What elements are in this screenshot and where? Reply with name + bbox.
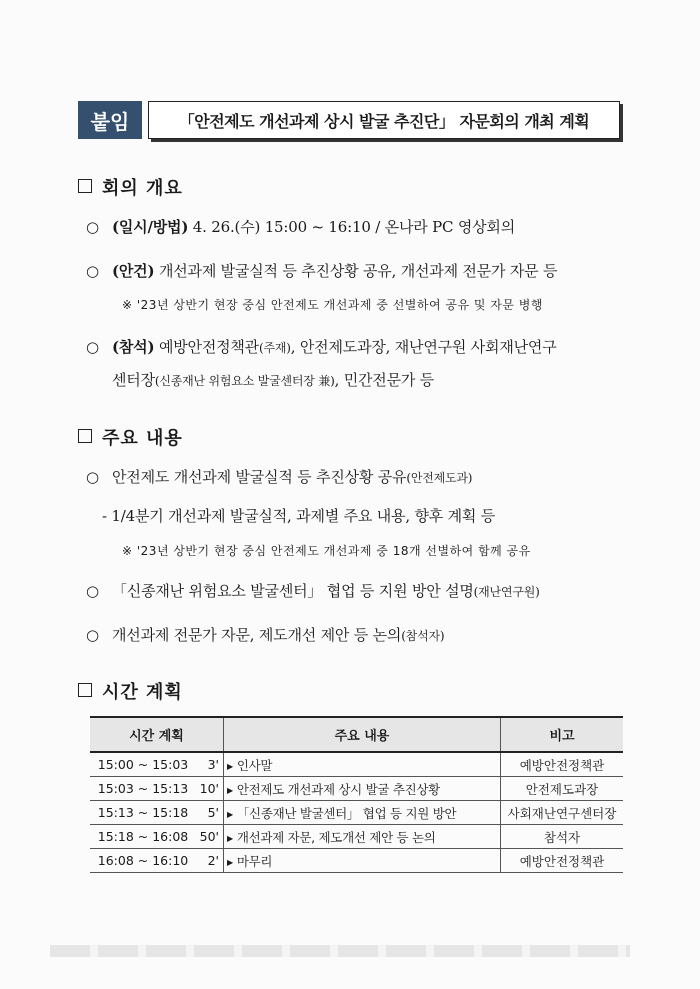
row-time: 16:08 ~ 16:10 bbox=[90, 849, 196, 873]
triangle-right-icon: ▶ bbox=[227, 857, 233, 867]
row-note: 사회재난연구센터장 bbox=[501, 801, 624, 825]
document-title: 「안전제도 개선과제 상시 발굴 추진단」 자문회의 개최 계획 bbox=[148, 101, 620, 139]
section-heading-contents: 주요 내용 bbox=[78, 424, 183, 450]
table-row bbox=[90, 777, 623, 801]
table-row bbox=[90, 801, 623, 825]
triangle-right-icon: ▶ bbox=[227, 809, 233, 819]
table-row bbox=[90, 849, 623, 873]
circle-bullet-icon: ○ bbox=[86, 626, 99, 644]
row-item: ▶ 인사말 bbox=[224, 752, 501, 777]
row-duration: 2' bbox=[196, 849, 224, 873]
row-note: 안전제도과장 bbox=[501, 777, 624, 801]
table-row bbox=[90, 752, 623, 777]
content-item-1-sub: - 1/4분기 개선과제 발굴실적, 과제별 주요 내용, 향후 계획 등 bbox=[102, 507, 496, 525]
row-item: ▶ 안전제도 개선과제 상시 발굴 추진상황 bbox=[224, 777, 501, 801]
document-header bbox=[78, 101, 620, 139]
row-duration: 3' bbox=[196, 752, 224, 777]
square-icon bbox=[78, 179, 92, 193]
schedule-line: ○ (일시/방법) 4. 26.(수) 15:00 ~ 16:10 / 온나라 PC 영상회의 bbox=[86, 218, 515, 236]
row-duration: 5' bbox=[196, 801, 224, 825]
row-duration: 50' bbox=[196, 825, 224, 849]
attachment-tag: 붙임 bbox=[78, 101, 142, 139]
triangle-right-icon: ▶ bbox=[227, 785, 233, 795]
triangle-right-icon: ▶ bbox=[227, 761, 233, 771]
row-note: 참석자 bbox=[501, 825, 624, 849]
row-item: ▶ 마무리 bbox=[224, 849, 501, 873]
attendees-line: ○ (참석) 예방안전정책관(주재), 안전제도과장, 재난연구원 사회재난연구 bbox=[86, 338, 557, 356]
faded-footer bbox=[50, 945, 630, 957]
row-time: 15:18 ~ 16:08 bbox=[90, 825, 196, 849]
section-heading-timeline: 시간 계획 bbox=[78, 678, 183, 704]
row-note: 예방안전정책관 bbox=[501, 849, 624, 873]
content-item-1: ○ 안전제도 개선과제 발굴실적 등 추진상황 공유(안전제도과) bbox=[86, 468, 473, 486]
square-icon bbox=[78, 429, 92, 443]
column-header-note: 비고 bbox=[501, 717, 624, 752]
timeline-table bbox=[90, 716, 623, 873]
row-item: ▶ 개선과제 자문, 제도개선 제안 등 논의 bbox=[224, 825, 501, 849]
row-time: 15:03 ~ 15:13 bbox=[90, 777, 196, 801]
section-heading-overview: 회의 개요 bbox=[78, 174, 183, 200]
circle-bullet-icon: ○ bbox=[86, 338, 99, 356]
agenda-note: ※ '23년 상반기 현장 중심 안전제도 개선과제 중 선별하여 공유 및 자문 병행 bbox=[122, 298, 543, 312]
table-header-row bbox=[90, 717, 623, 752]
content-item-2: ○ 「신종재난 위험요소 발굴센터」 협업 등 지원 방안 설명(재난연구원) bbox=[86, 582, 540, 600]
row-time: 15:13 ~ 15:18 bbox=[90, 801, 196, 825]
content-item-3: ○ 개선과제 전문가 자문, 제도개선 제안 등 논의(참석자) bbox=[86, 626, 445, 644]
circle-bullet-icon: ○ bbox=[86, 582, 99, 600]
row-item: ▶ 「신종재난 발굴센터」 협업 등 지원 방안 bbox=[224, 801, 501, 825]
circle-bullet-icon: ○ bbox=[86, 468, 99, 486]
table-row bbox=[90, 825, 623, 849]
triangle-right-icon: ▶ bbox=[227, 833, 233, 843]
square-icon bbox=[78, 683, 92, 697]
column-header-time: 시간 계획 bbox=[90, 717, 224, 752]
content-item-1-note: ※ '23년 상반기 현장 중심 안전제도 개선과제 중 18개 선별하여 함께 공유 bbox=[122, 544, 531, 558]
circle-bullet-icon: ○ bbox=[86, 218, 99, 236]
column-header-content: 주요 내용 bbox=[224, 717, 501, 752]
attendees-line-2: 센터장(신종재난 위험요소 발굴센터장 兼), 민간전문가 등 bbox=[112, 371, 435, 389]
row-duration: 10' bbox=[196, 777, 224, 801]
row-time: 15:00 ~ 15:03 bbox=[90, 752, 196, 777]
row-note: 예방안전정책관 bbox=[501, 752, 624, 777]
circle-bullet-icon: ○ bbox=[86, 262, 99, 280]
agenda-line: ○ (안건) 개선과제 발굴실적 등 추진상황 공유, 개선과제 전문가 자문 등 bbox=[86, 262, 558, 280]
